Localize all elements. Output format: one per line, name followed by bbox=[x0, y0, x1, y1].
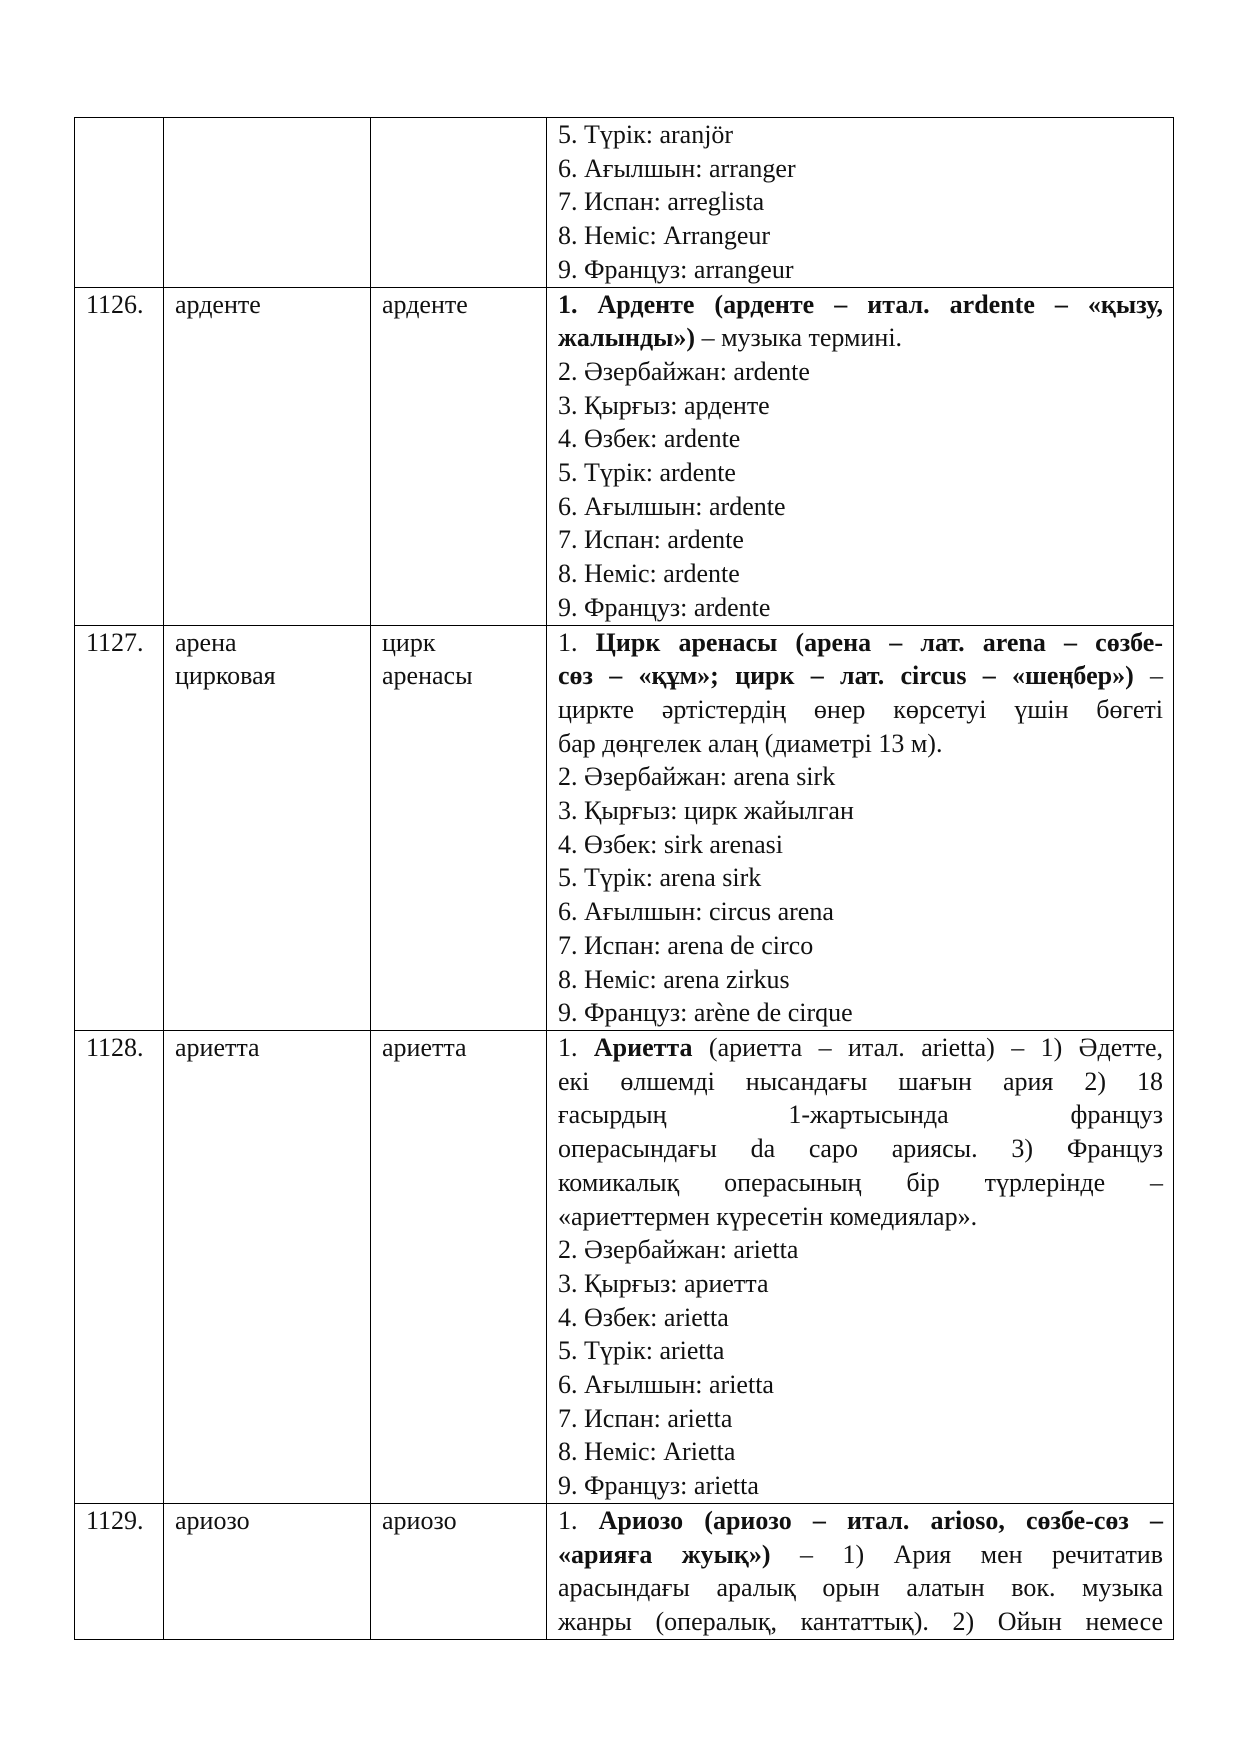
kazakh-term: ариозо bbox=[371, 1503, 547, 1639]
definition-line: екі өлшемді нысандағы шағын ария 2) 18 bbox=[558, 1066, 1163, 1096]
russian-term-line: цирковая bbox=[175, 661, 276, 691]
definition-bold: жалынды») bbox=[558, 323, 696, 353]
translation-line: 6. Ағылшын: arranger bbox=[558, 153, 796, 183]
definition-line: операсындағы da capo ариясы. 3) Француз bbox=[558, 1134, 1163, 1164]
translation-line: 6. Ағылшын: circus arena bbox=[558, 897, 834, 927]
translation-line: 8. Неміс: Arietta bbox=[558, 1437, 736, 1467]
kazakh-term-line: аренасы bbox=[382, 661, 473, 691]
definition-text: – 1) Ария мен речитатив bbox=[770, 1539, 1163, 1569]
definition-bold: «арияға жуық») bbox=[558, 1539, 771, 1569]
definition-bold: 1. Арденте (арденте – итал. ardente – «қызу, bbox=[558, 289, 1163, 319]
translation-line: 3. Қырғыз: ариетта bbox=[558, 1268, 769, 1298]
russian-term bbox=[164, 625, 371, 1030]
translation-line: 5. Түрік: arena sirk bbox=[558, 863, 762, 893]
definition-bold: Ариозо (ариозо – итал. arioso, сөзбе-сөз – bbox=[598, 1505, 1163, 1535]
russian-term: ариетта bbox=[164, 1030, 371, 1503]
table-row bbox=[75, 118, 1174, 288]
definition-line bbox=[558, 1031, 1163, 1065]
russian-term: арденте bbox=[164, 287, 371, 625]
translation-line: 8. Неміс: ardente bbox=[558, 559, 740, 589]
row-number: 1127. bbox=[75, 625, 164, 1030]
translation-line: 8. Неміс: arena zirkus bbox=[558, 964, 790, 994]
definition-number: 1. bbox=[558, 1032, 594, 1062]
row-number bbox=[75, 118, 164, 288]
translation-line: 4. Өзбек: sirk arenasi bbox=[558, 829, 783, 859]
translation-line: 7. Испан: arreglista bbox=[558, 187, 765, 217]
translation-line: 5. Түрік: arietta bbox=[558, 1336, 725, 1366]
translation-line: 7. Испан: arietta bbox=[558, 1403, 733, 1433]
definition-line bbox=[558, 321, 1163, 355]
translation-line: 6. Ағылшын: arietta bbox=[558, 1370, 774, 1400]
translation-line: 7. Испан: ardente bbox=[558, 525, 744, 555]
russian-term: ариозо bbox=[164, 1503, 371, 1639]
definition-bold: Ариетта bbox=[593, 1032, 693, 1062]
row-number: 1128. bbox=[75, 1030, 164, 1503]
table-row bbox=[75, 287, 1174, 625]
translation-line: 5. Түрік: aranjör bbox=[558, 120, 734, 149]
definition-line bbox=[558, 288, 1163, 322]
definition-line: ғасырдың 1-жартысында француз bbox=[558, 1100, 1163, 1130]
table-row bbox=[75, 1503, 1174, 1639]
kazakh-term: арденте bbox=[371, 287, 547, 625]
translation-line: 2. Әзербайжан: ardente bbox=[558, 356, 810, 386]
definition-cell bbox=[547, 118, 1174, 288]
kazakh-term bbox=[371, 625, 547, 1030]
translation-line: 7. Испан: arena de circo bbox=[558, 930, 814, 960]
kazakh-term bbox=[371, 118, 547, 288]
definition-line bbox=[558, 1504, 1163, 1538]
definition-line: циркте әртістердің өнер көрсетуі үшін бөгеті bbox=[558, 694, 1163, 724]
translation-line: 2. Әзербайжан: arietta bbox=[558, 1235, 799, 1265]
definition-line: бар дөңгелек алаң (диаметрі 13 м). bbox=[558, 728, 943, 758]
translation-line: 9. Француз: arène de cirque bbox=[558, 998, 853, 1028]
translation-line: 5. Түрік: ardente bbox=[558, 458, 736, 488]
definition-line: «ариеттермен күресетін комедиялар». bbox=[558, 1201, 978, 1231]
definition-number: 1. bbox=[558, 627, 596, 657]
translation-line: 6. Ағылшын: ardente bbox=[558, 491, 786, 521]
definition-line: комикалық операсының бір түрлерінде – bbox=[558, 1167, 1163, 1197]
row-number: 1129. bbox=[75, 1503, 164, 1639]
definition-text: (ариетта – итал. arietta) – 1) Әдетте, bbox=[692, 1032, 1163, 1062]
definition-cell bbox=[547, 1503, 1174, 1639]
definition-bold: сөз – «құм»; цирк – лат. circus – «шеңбер») bbox=[558, 661, 1134, 691]
table-row bbox=[75, 1030, 1174, 1503]
definition-line bbox=[558, 1538, 1163, 1572]
definition-cell bbox=[547, 625, 1174, 1030]
definition-cell bbox=[547, 287, 1174, 625]
table-row bbox=[75, 625, 1174, 1030]
definition-bold: Цирк аренасы (арена – лат. arena – сөзбе- bbox=[595, 627, 1163, 657]
translation-line: 9. Француз: arrangeur bbox=[558, 254, 794, 284]
definition-number: 1. bbox=[558, 1505, 599, 1535]
translation-line: 2. Әзербайжан: arena sirk bbox=[558, 762, 836, 792]
definition-cell bbox=[547, 1030, 1174, 1503]
russian-term-line: арена bbox=[175, 627, 237, 657]
terms-table bbox=[74, 117, 1174, 1640]
translation-line: 9. Француз: arietta bbox=[558, 1471, 759, 1501]
definition-line: арасындағы аралық орын алатын вок. музыка bbox=[558, 1573, 1163, 1603]
row-number: 1126. bbox=[75, 287, 164, 625]
definition-line: жанры (опералық, кантаттық). 2) Ойын немесе bbox=[558, 1606, 1163, 1636]
russian-term bbox=[164, 118, 371, 288]
translation-line: 9. Француз: ardente bbox=[558, 592, 771, 622]
kazakh-term-line: цирк bbox=[382, 627, 436, 657]
translation-line: 4. Өзбек: ardente bbox=[558, 424, 741, 454]
definition-text: – музыка термині. bbox=[695, 323, 903, 353]
definition-text: – bbox=[1133, 661, 1164, 691]
translation-line: 3. Қырғыз: арденте bbox=[558, 390, 770, 420]
definition-line bbox=[558, 659, 1163, 693]
translation-line: 8. Неміс: Arrangeur bbox=[558, 221, 771, 251]
kazakh-term: ариетта bbox=[371, 1030, 547, 1503]
definition-line bbox=[558, 626, 1163, 660]
translation-line: 4. Өзбек: arietta bbox=[558, 1302, 729, 1332]
translation-line: 3. Қырғыз: цирк жайылган bbox=[558, 796, 854, 826]
